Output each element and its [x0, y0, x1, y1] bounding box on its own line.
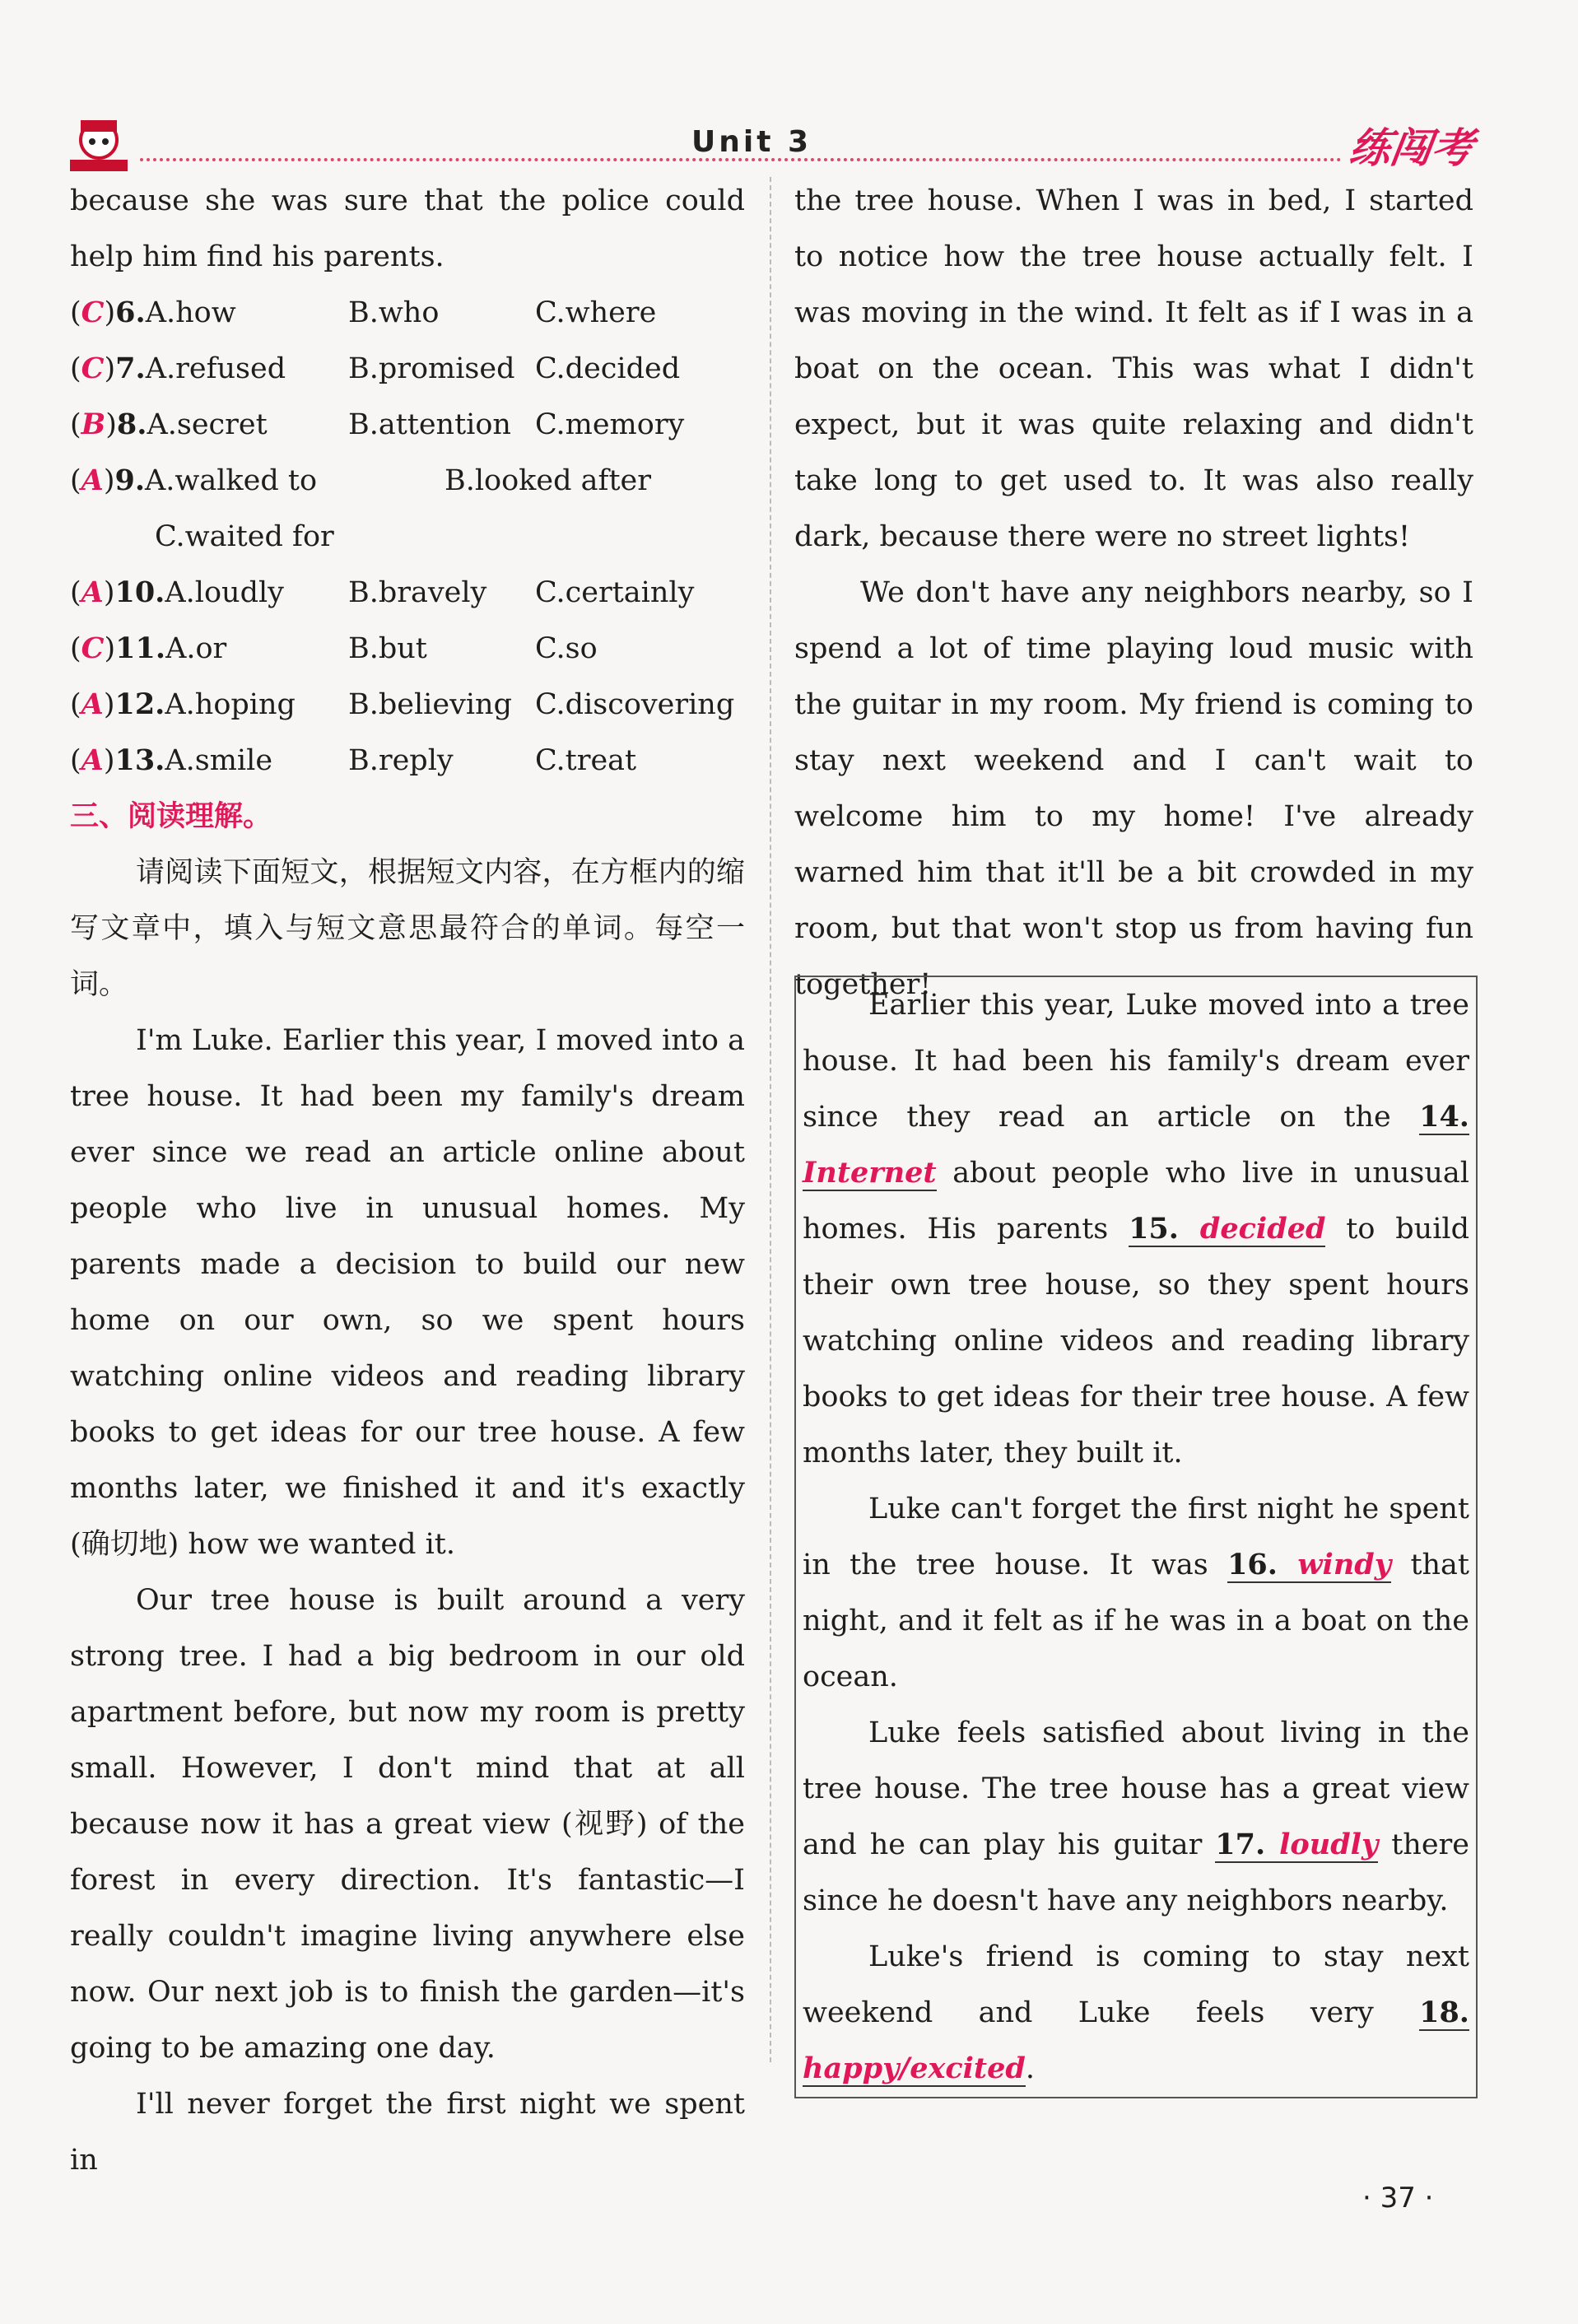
passage-paragraph-2: Our tree house is built around a very strong tree. I had a big bedroom in our old apartment before, but now my room is pretty small. However, I don't mind that at all because now it has a great view (视野) of the forest in every direction. It's fantastic—I really couldn't imagine living anywhere else now. Our next job is to finish the garden—it's going to be amazing one day.	[70, 1584, 745, 2065]
choice-row-10: (A)10.A.loudly B.bravely C.certainly	[70, 575, 695, 609]
blank-16: 16. windy	[1227, 1548, 1392, 1581]
blank-14: 14. Internet	[803, 1100, 1469, 1190]
intro-text: because she was sure that the police could help him find his parents.	[70, 184, 745, 273]
summary-paragraph-1: Earlier this year, Luke moved into a tree house. It had been his family's dream ever since they read an article on the 14. Internet about people who live in unusual homes. His parents 15. decided to build their own tree house, so they spent hours watching online videos and reading library books to get ideas for their tree house. A few months later, they built it.	[803, 989, 1469, 1469]
choice-row-12: (A)12.A.hoping B.believing C.discovering	[70, 687, 735, 721]
right-column	[794, 173, 1473, 1013]
choice-row-13: (A)13.A.smile B.reply C.treat	[70, 743, 637, 777]
choice-row-7: (C)7.A.refused B.promised C.decided	[70, 352, 681, 385]
blank-17: 17. loudly	[1215, 1828, 1379, 1861]
passage-paragraph-1: I'm Luke. Earlier this year, I moved into a tree house. It had been my family's dream ever since we read an article online about people who live in unusual homes. My parents made a decision to build our new home on our own, so we spent hours watching online videos and reading library books to get ideas for our tree house. A few months later, we finished it and it's exactly (确切地) how we wanted it.	[70, 1024, 745, 1561]
column-divider	[770, 177, 771, 2062]
blank-15: 15. decided	[1129, 1212, 1326, 1246]
blank-18: 18. happy/excited	[803, 1996, 1469, 2085]
passage-paragraph-3-end: the tree house. When I was in bed, I started to notice how the tree house actually felt. I was moving in the wind. It felt as if I was in a boat on the ocean. This was what I didn't expect, but it was quite relaxing and didn't take long to get used to. It was also really dark, because there were no street lights!	[794, 184, 1473, 553]
choice-row-8: (B)8.A.secret B.attention C.memory	[70, 408, 685, 441]
choice-row-11: (C)11.A.or B.but C.so	[70, 631, 598, 665]
left-column	[70, 173, 745, 2188]
passage-paragraph-4: We don't have any neighbors nearby, so I spend a lot of time playing loud music with the guitar in my room. My friend is coming to stay next weekend and I can't wait to welcome him to my home! I've already warned him that it'll be a bit crowded in my room, but that won't stop us from having fun together!	[794, 576, 1473, 1001]
summary-paragraph-3: Luke feels satisfied about living in the tree house. The tree house has a great view and he can play his guitar 17. loudly there since he doesn't have any neighbors nearby.	[803, 1716, 1469, 1917]
mascot-logo-icon	[58, 115, 140, 173]
summary-box	[794, 976, 1478, 2098]
choice-row-9-cont: C.waited for	[155, 520, 334, 553]
section-title: 三、阅读理解。	[70, 800, 272, 833]
choice-row-6: (C)6.A.how B.who C.where	[70, 296, 657, 329]
unit-title: Unit 3	[691, 125, 812, 159]
page-header	[58, 115, 1477, 173]
summary-paragraph-2: Luke can't forget the first night he spent in the tree house. It was 16. windy that night, and it felt as if he was in a boat on the ocean.	[803, 1493, 1469, 1693]
instructions: 请阅读下面短文，根据短文内容，在方框内的缩写文章中，填入与短文意思最符合的单词。每空一词。	[70, 856, 745, 1001]
passage-paragraph-3-start: I'll never forget the first night we spent in	[70, 2088, 745, 2177]
page-number: · 37 ·	[1362, 2182, 1434, 2215]
brand-logo-text: 练闯考	[1346, 124, 1477, 172]
choice-row-9: (A)9.A.walked to B.looked after	[70, 463, 651, 497]
summary-paragraph-4: Luke's friend is coming to stay next weekend and Luke feels very 18. happy/excited.	[803, 1940, 1469, 2085]
